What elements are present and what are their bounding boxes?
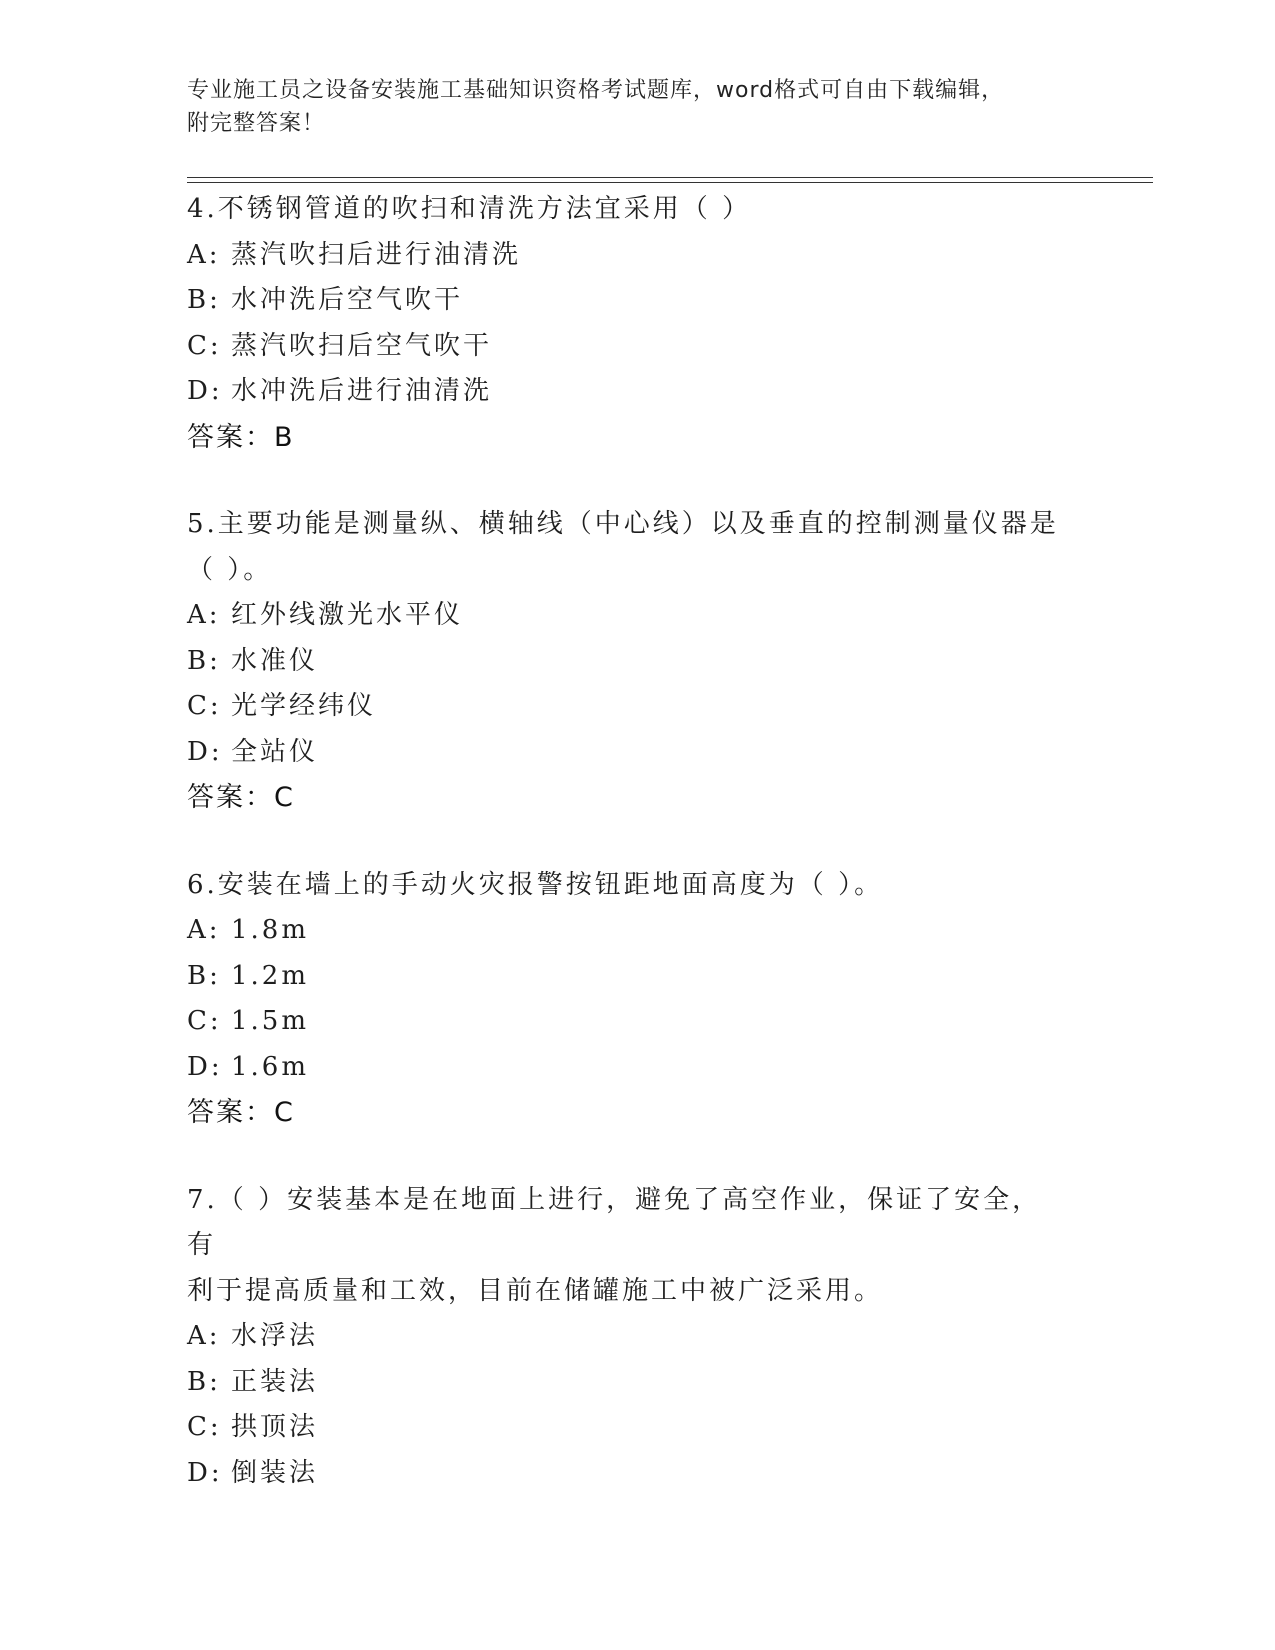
option-c xyxy=(187,1405,1087,1451)
option-text: 正装法 xyxy=(231,1366,319,1397)
question-6 xyxy=(187,863,1087,1136)
option-letter: C: xyxy=(187,691,222,721)
answer-line: 答案：B xyxy=(187,421,295,453)
option-text: 蒸汽吹扫后进行油清洗 xyxy=(231,239,522,270)
question-4 xyxy=(187,187,1087,460)
option-letter: D: xyxy=(187,736,223,767)
option-a xyxy=(187,593,1087,639)
option-c xyxy=(187,684,1087,730)
question-stem: 5.主要功能是测量纵、横轴线（中心线）以及垂直的控制测量仪器是 xyxy=(187,509,1059,539)
option-d xyxy=(187,1045,1087,1091)
question-list xyxy=(187,187,1087,1538)
option-text: 1.2m xyxy=(231,960,310,991)
option-c xyxy=(187,324,1087,370)
option-text: 水浮法 xyxy=(231,1321,319,1351)
option-c xyxy=(187,999,1087,1045)
option-text: 水冲洗后空气吹干 xyxy=(231,285,464,315)
header-divider-bottom xyxy=(187,182,1153,183)
option-text: 光学经纬仪 xyxy=(231,691,377,721)
question-7 xyxy=(187,1178,1087,1497)
option-a xyxy=(187,908,1087,954)
header-intro-line-1: 专业施工员之设备安装施工基础知识资格考试题库，word格式可自由下载编辑， xyxy=(187,78,1005,103)
document-header xyxy=(187,74,1087,140)
option-letter: B: xyxy=(187,1366,221,1397)
option-letter: B: xyxy=(187,285,221,315)
option-letter: C: xyxy=(187,1006,222,1036)
option-letter: A: xyxy=(187,915,221,945)
option-a xyxy=(187,1314,1087,1360)
option-d xyxy=(187,1451,1087,1497)
option-b xyxy=(187,278,1087,324)
option-letter: C: xyxy=(187,330,222,361)
question-5 xyxy=(187,502,1087,821)
option-letter: C: xyxy=(187,1412,222,1442)
header-divider-top xyxy=(187,177,1153,178)
option-letter: A: xyxy=(187,1321,221,1351)
option-text: 全站仪 xyxy=(231,736,319,767)
option-text: 水准仪 xyxy=(231,645,319,676)
question-stem: 6.安装在墙上的手动火灾报警按钮距地面高度为（ ）。 xyxy=(187,869,884,900)
option-b xyxy=(187,954,1087,1000)
option-letter: B: xyxy=(187,960,221,991)
option-letter: A: xyxy=(187,600,221,630)
option-text: 倒装法 xyxy=(231,1457,319,1488)
option-text: 1.8m xyxy=(231,915,310,945)
option-text: 红外线激光水平仪 xyxy=(231,600,464,630)
option-letter: B: xyxy=(187,645,221,676)
option-a xyxy=(187,233,1087,279)
option-text: 水冲洗后进行油清洗 xyxy=(231,376,493,406)
option-letter: D: xyxy=(187,1051,223,1082)
option-text: 1.5m xyxy=(231,1006,310,1036)
option-d xyxy=(187,369,1087,415)
question-stem: 7.（ ）安装基本是在地面上进行，避免了高空作业，保证了安全，有 xyxy=(187,1184,1042,1260)
option-letter: A: xyxy=(187,239,221,270)
option-d xyxy=(187,730,1087,776)
header-intro-line-2: 附完整答案！ xyxy=(187,111,326,136)
answer-line: 答案：C xyxy=(187,782,295,813)
option-text: 蒸汽吹扫后空气吹干 xyxy=(231,330,493,361)
option-letter: D: xyxy=(187,1457,223,1488)
option-b xyxy=(187,639,1087,685)
answer-line: 答案：C xyxy=(187,1097,295,1128)
option-letter: D: xyxy=(187,376,223,406)
question-stem-continued: 利于提高质量和工效，目前在储罐施工中被广泛采用。 xyxy=(187,1275,884,1306)
question-stem: 4.不锈钢管道的吹扫和清洗方法宜采用（ ） xyxy=(187,194,752,224)
option-text: 1.6m xyxy=(231,1051,310,1082)
option-text: 拱顶法 xyxy=(231,1412,319,1442)
question-stem-continued: （ ）。 xyxy=(187,554,273,585)
option-b xyxy=(187,1360,1087,1406)
